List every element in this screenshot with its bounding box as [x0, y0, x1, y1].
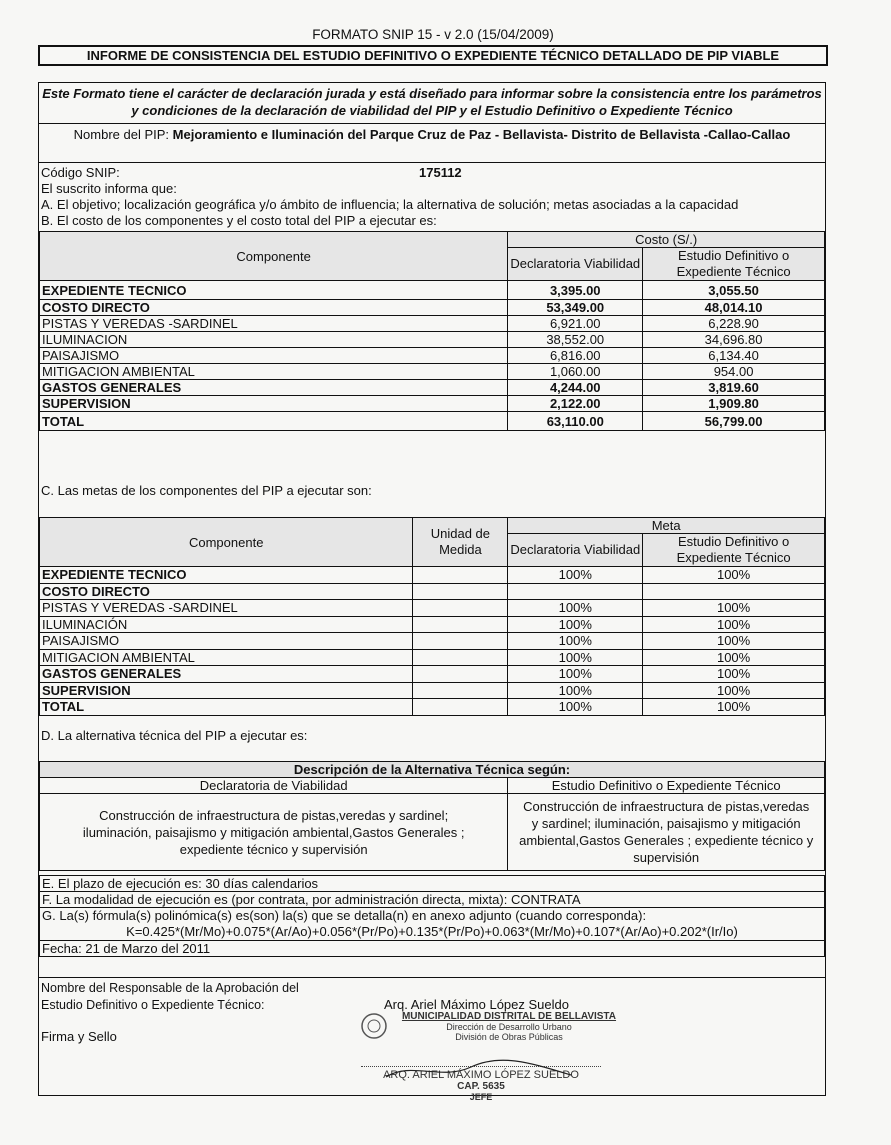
- cost-row-label: GASTOS GENERALES: [40, 380, 508, 396]
- cost-row-label: MITIGACION AMBIENTAL: [40, 364, 508, 380]
- item-e: E. El plazo de ejecución es: 30 días calendarios: [40, 876, 825, 892]
- alt-col-decl: Declaratoria de Viabilidad: [40, 778, 508, 794]
- metas-row-label: ILUMINACIÓN: [40, 616, 413, 633]
- cost-row: [40, 281, 825, 300]
- metas-row: [40, 616, 825, 633]
- item-c: C. Las metas de los componentes del PIP a ejecutar son:: [41, 483, 372, 498]
- metas-row: [40, 699, 825, 716]
- cost-estudio-value: 48,014.10: [643, 300, 825, 316]
- metas-col-meta: Meta: [508, 518, 825, 534]
- stamp-text: [399, 1011, 619, 1042]
- cost-col-component: Componente: [40, 232, 508, 281]
- metas-estudio-value: [643, 583, 825, 600]
- metas-row: [40, 633, 825, 650]
- item-b: B. El costo de los componentes y el costo total del PIP a ejecutar es:: [41, 213, 437, 228]
- metas-estudio-value: 100%: [643, 682, 825, 699]
- cost-estudio-value: 1,909.80: [643, 396, 825, 412]
- document-title: INFORME DE CONSISTENCIA DEL ESTUDIO DEFINITIVO O EXPEDIENTE TÉCNICO DETALLADO DE PIP VIABLE: [38, 45, 828, 66]
- metas-table: [39, 517, 825, 716]
- stamp-line-2: Dirección de Desarrollo Urbano: [446, 1022, 572, 1032]
- metas-row: [40, 649, 825, 666]
- responsable-name: Arq. Ariel Máximo López Sueldo: [384, 997, 569, 1012]
- cost-col-cost: Costo (S/.): [508, 232, 825, 248]
- cost-estudio-value: 56,799.00: [643, 412, 825, 431]
- metas-unit-value: [413, 616, 508, 633]
- metas-row-label: SUPERVISION: [40, 682, 413, 699]
- metas-decl-value: 100%: [508, 616, 643, 633]
- cost-row-label: TOTAL: [40, 412, 508, 431]
- metas-unit-value: [413, 583, 508, 600]
- snip-code-label: Código SNIP:: [41, 165, 120, 180]
- stamp-line-3: División de Obras Públicas: [455, 1032, 563, 1042]
- metas-decl-value: [508, 583, 643, 600]
- handwritten-signature: [381, 1059, 581, 1083]
- cost-decl-value: 3,395.00: [508, 281, 643, 300]
- cost-row: [40, 332, 825, 348]
- metas-decl-value: 100%: [508, 649, 643, 666]
- cost-decl-value: 38,552.00: [508, 332, 643, 348]
- metas-row-label: GASTOS GENERALES: [40, 666, 413, 683]
- metas-unit-value: [413, 600, 508, 617]
- metas-col-estudio: Estudio Definitivo o Expediente Técnico: [643, 534, 825, 567]
- informa-text: El suscrito informa que:: [41, 181, 177, 196]
- cost-row-label: ILUMINACION: [40, 332, 508, 348]
- cost-estudio-value: 34,696.80: [643, 332, 825, 348]
- cost-decl-value: 4,244.00: [508, 380, 643, 396]
- stamp-line-4: ARQ. ARIEL MÁXIMO LÓPEZ SUELDO: [383, 1069, 579, 1081]
- cost-estudio-value: 6,134.40: [643, 348, 825, 364]
- cost-decl-value: 1,060.00: [508, 364, 643, 380]
- cost-decl-value: 6,921.00: [508, 316, 643, 332]
- cost-row-label: SUPERVISION: [40, 396, 508, 412]
- metas-row: [40, 682, 825, 699]
- stamp-line-5: CAP. 5635: [457, 1081, 505, 1092]
- cost-estudio-value: 954.00: [643, 364, 825, 380]
- pip-name-value: Mejoramiento e Iluminación del Parque Cruz de Paz - Bellavista- Distrito de Bellavista -Callao-Callao: [172, 127, 791, 142]
- cost-estudio-value: 3,819.60: [643, 380, 825, 396]
- cost-col-estudio: Estudio Definitivo o Expediente Técnico: [643, 248, 825, 281]
- cost-col-decl: Declaratoria Viabilidad: [508, 248, 643, 281]
- alternative-title: Descripción de la Alternativa Técnica según:: [40, 762, 825, 778]
- metas-decl-value: 100%: [508, 699, 643, 716]
- cost-estudio-value: 6,228.90: [643, 316, 825, 332]
- cost-row-label: COSTO DIRECTO: [40, 300, 508, 316]
- metas-decl-value: 100%: [508, 682, 643, 699]
- metas-estudio-value: 100%: [643, 666, 825, 683]
- cost-decl-value: 63,110.00: [508, 412, 643, 431]
- metas-unit-value: [413, 649, 508, 666]
- format-version: FORMATO SNIP 15 - v 2.0 (15/04/2009): [312, 27, 554, 42]
- metas-decl-value: 100%: [508, 633, 643, 650]
- responsable-label: [41, 980, 299, 1014]
- cost-row-label: PAISAJISMO: [40, 348, 508, 364]
- metas-unit-value: [413, 699, 508, 716]
- metas-decl-value: 100%: [508, 600, 643, 617]
- metas-estudio-value: 100%: [643, 633, 825, 650]
- metas-decl-value: 100%: [508, 666, 643, 683]
- pip-name: [39, 124, 825, 163]
- metas-row: [40, 567, 825, 584]
- cost-row: [40, 364, 825, 380]
- responsable-label-2: Estudio Definitivo o Expediente Técnico:: [41, 998, 265, 1012]
- metas-unit-value: [413, 567, 508, 584]
- responsable-label-1: Nombre del Responsable de la Aprobación del: [41, 981, 299, 995]
- metas-unit-value: [413, 666, 508, 683]
- metas-estudio-value: 100%: [643, 567, 825, 584]
- item-g-text: G. La(s) fórmula(s) polinómica(s) es(son) la(s) que se detalla(n) en anexo adjunto (cuando corresponda):: [42, 908, 647, 923]
- cost-decl-value: 2,122.00: [508, 396, 643, 412]
- metas-row: [40, 666, 825, 683]
- metas-estudio-value: 100%: [643, 616, 825, 633]
- metas-row: [40, 583, 825, 600]
- intro-note: Este Formato tiene el carácter de declaración jurada y está diseñado para informar sobre la consistencia entre los parámetros y condiciones de la declaración de viabilidad del PIP y el Estudio Definitivo o Expediente Técnico: [39, 83, 825, 124]
- metas-row-label: EXPEDIENTE TECNICO: [40, 567, 413, 584]
- metas-col-decl: Declaratoria Viabilidad: [508, 534, 643, 567]
- snip-code-row: [39, 165, 825, 180]
- metas-row-label: COSTO DIRECTO: [40, 583, 413, 600]
- metas-row-label: PISTAS Y VEREDAS -SARDINEL: [40, 600, 413, 617]
- item-a: A. El objetivo; localización geográfica y/o ámbito de influencia; la alternativa de solución; metas asociadas a la capacidad: [41, 197, 739, 212]
- cost-row: [40, 300, 825, 316]
- fecha: Fecha: 21 de Marzo del 2011: [40, 941, 825, 957]
- metas-row-label: PAISAJISMO: [40, 633, 413, 650]
- cost-row: [40, 412, 825, 431]
- signature-stamp: [361, 1066, 601, 1102]
- municipal-seal: [359, 1011, 389, 1043]
- item-g: [40, 908, 825, 941]
- alt-estudio-text: Construcción de infraestructura de pistas,veredas y sardinel; iluminación, paisajismo y mitigación ambiental,Gastos Generales ; expediente técnico y supervisión: [508, 794, 825, 871]
- cost-estudio-value: 3,055.50: [643, 281, 825, 300]
- metas-unit-value: [413, 682, 508, 699]
- cost-row-label: EXPEDIENTE TECNICO: [40, 281, 508, 300]
- snip-code-value: 175112: [419, 165, 462, 180]
- item-d: D. La alternativa técnica del PIP a ejecutar es:: [41, 728, 308, 743]
- alt-col-estudio: Estudio Definitivo o Expediente Técnico: [508, 778, 825, 794]
- firma-sello: Firma y Sello: [41, 1029, 117, 1044]
- stamp-line-1: MUNICIPALIDAD DISTRITAL DE BELLAVISTA: [401, 1011, 617, 1022]
- cost-row-label: PISTAS Y VEREDAS -SARDINEL: [40, 316, 508, 332]
- cost-decl-value: 53,349.00: [508, 300, 643, 316]
- divider: [39, 977, 825, 978]
- metas-col-unit: Unidad de Medida: [413, 518, 508, 567]
- cost-row: [40, 316, 825, 332]
- metas-col-component: Componente: [40, 518, 413, 567]
- stamp-line-6: JEFE: [469, 1092, 493, 1102]
- metas-row-label: MITIGACION AMBIENTAL: [40, 649, 413, 666]
- metas-row-label: TOTAL: [40, 699, 413, 716]
- item-f: F. La modalidad de ejecución es (por contrata, por administración directa, mixta): CONTRATA: [40, 892, 825, 908]
- metas-unit-value: [413, 633, 508, 650]
- cost-row: [40, 380, 825, 396]
- conditions-table: [39, 875, 825, 957]
- metas-row: [40, 600, 825, 617]
- alt-decl-text: Construcción de infraestructura de pistas,veredas y sardinel; iluminación, paisajismo y mitigación ambiental,Gastos Generales ; expediente técnico y supervisión: [40, 794, 508, 871]
- cost-row: [40, 348, 825, 364]
- cost-table: [39, 231, 825, 431]
- alternative-table: [39, 761, 825, 871]
- cost-decl-value: 6,816.00: [508, 348, 643, 364]
- cost-row: [40, 396, 825, 412]
- page-header: [38, 26, 828, 66]
- metas-estudio-value: 100%: [643, 649, 825, 666]
- metas-estudio-value: 100%: [643, 699, 825, 716]
- metas-estudio-value: 100%: [643, 600, 825, 617]
- form-frame: [38, 82, 826, 1102]
- pip-name-label: Nombre del PIP:: [73, 127, 170, 142]
- seal-icon: [359, 1011, 389, 1041]
- metas-decl-value: 100%: [508, 567, 643, 584]
- polynomial-formula: K=0.425*(Mr/Mo)+0.075*(Ar/Ao)+0.056*(Pr/Po)+0.135*(Pr/Po)+0.063*(Mr/Mo)+0.107*(Ar/Ao)+0.202*(Ir/Io): [126, 924, 738, 939]
